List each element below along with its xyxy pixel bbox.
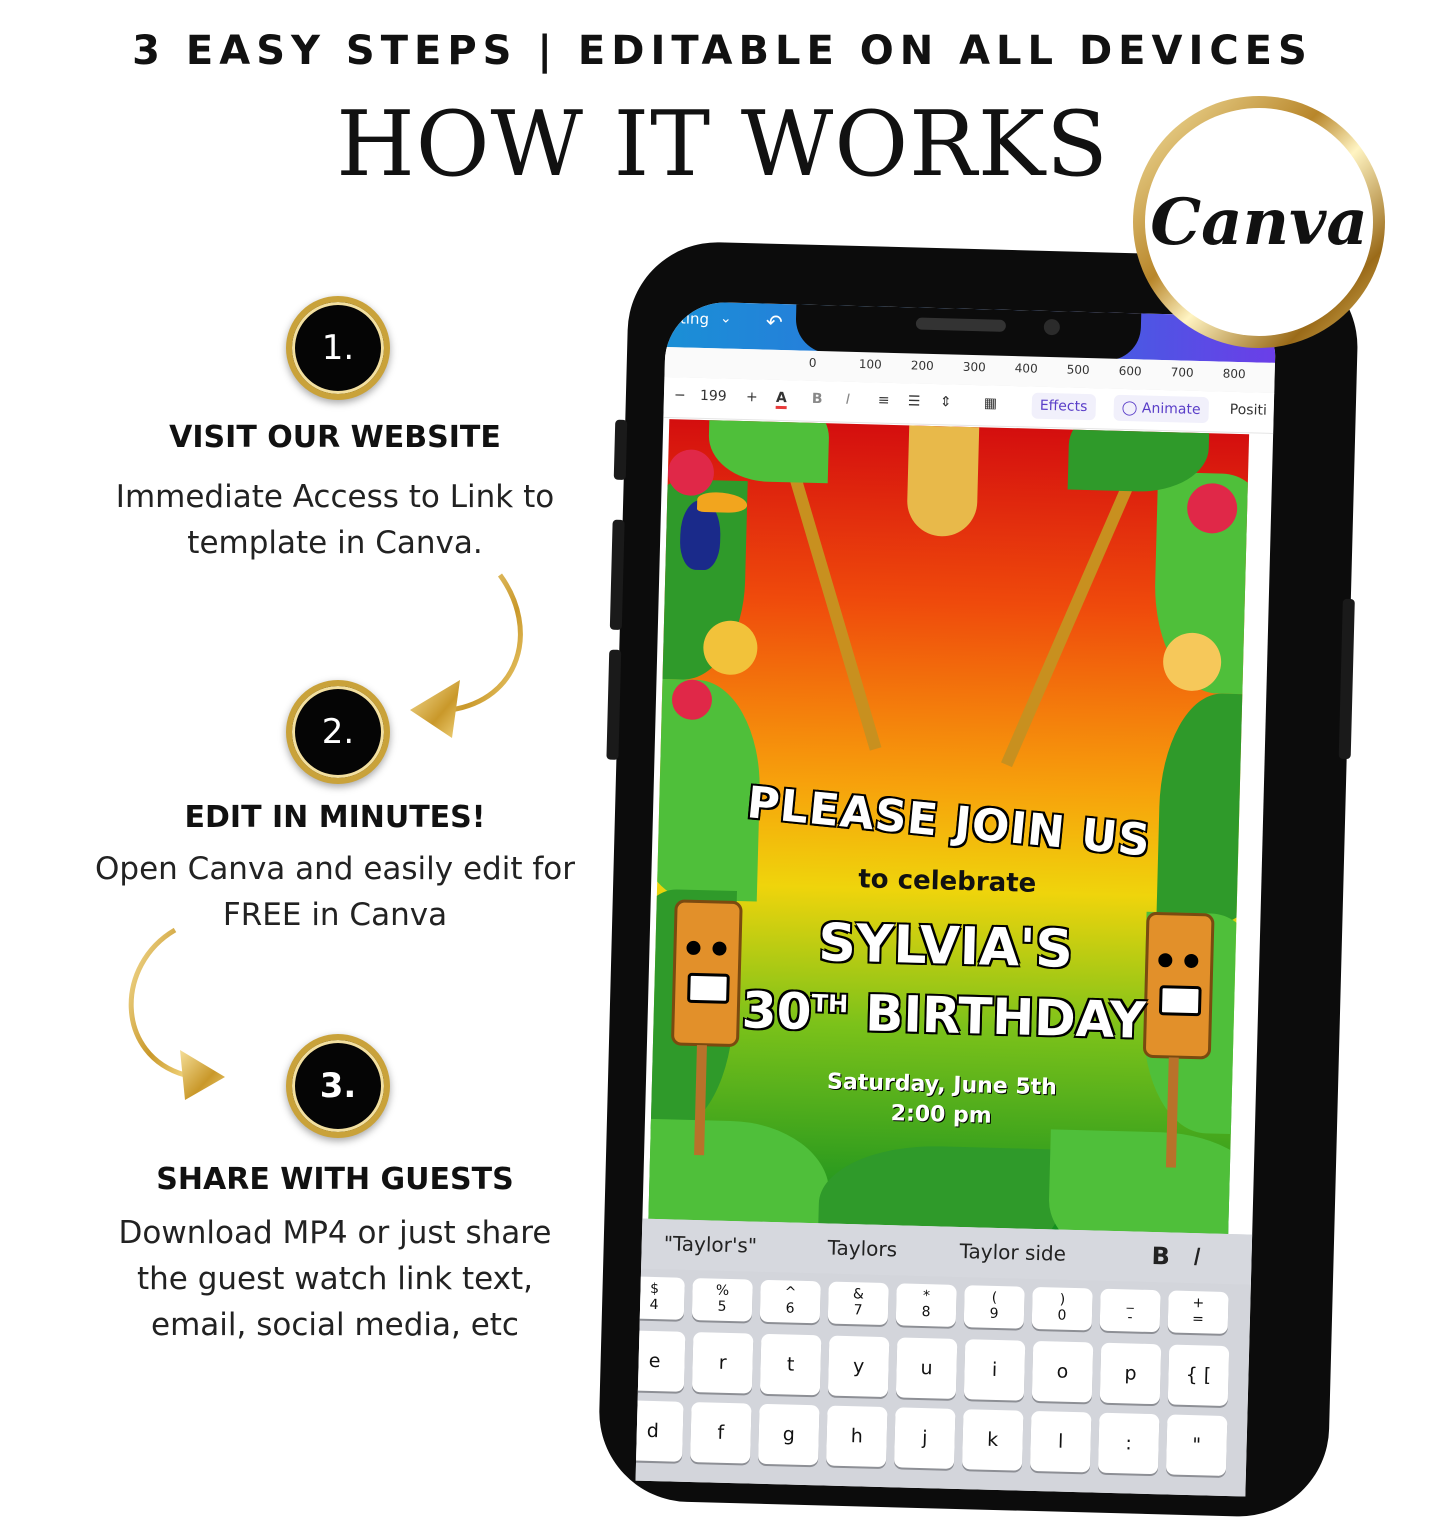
topbar-label[interactable]: ting: [679, 309, 710, 329]
key-primary: 5: [717, 1298, 727, 1315]
bold-button[interactable]: B: [1151, 1242, 1171, 1271]
keyboard-key[interactable]: l: [1030, 1411, 1092, 1473]
keyboard-key[interactable]: d: [636, 1400, 684, 1462]
step-3-line-1: Download MP4 or just share: [118, 1215, 552, 1251]
speaker-grille: [916, 318, 1006, 332]
font-size-decrease-button[interactable]: −: [673, 387, 686, 404]
invite-ordinal-suffix: TH: [811, 989, 849, 1019]
key-secondary: ^: [784, 1284, 797, 1301]
key-primary: 8: [921, 1304, 931, 1321]
gold-arrow-icon: [400, 570, 540, 750]
camera-dot: [1044, 319, 1060, 335]
key-primary: =: [1191, 1311, 1205, 1328]
phone-mockup: [597, 240, 1360, 1519]
bold-icon[interactable]: B: [811, 390, 823, 408]
leaf-decoration: [817, 1143, 1060, 1234]
keyboard-key[interactable]: o: [1032, 1341, 1094, 1403]
undo-icon[interactable]: ↶: [765, 309, 783, 335]
step-2-heading: EDIT IN MINUTES!: [184, 800, 486, 835]
torch-flame: [906, 425, 979, 537]
keyboard-key[interactable]: [1100, 1289, 1161, 1333]
on-screen-keyboard: [636, 1219, 1253, 1497]
effects-button[interactable]: Effects: [1031, 393, 1095, 421]
invite-date[interactable]: Saturday, June 5th: [826, 1069, 1058, 1101]
text-color-icon[interactable]: A: [776, 390, 787, 409]
step-1-heading: VISIT OUR WEBSITE: [169, 420, 501, 455]
key-primary: 7: [853, 1302, 863, 1319]
ruler-tick-label: 800: [1222, 366, 1246, 382]
ruler-tick-label: 100: [858, 357, 882, 372]
page-title: HOW IT WORKS: [336, 92, 1109, 197]
keyboard-key[interactable]: y: [828, 1336, 890, 1398]
canva-badge: [1133, 96, 1385, 348]
invite-ordinal: 30: [741, 981, 813, 1042]
keyboard-key[interactable]: [828, 1282, 889, 1326]
step-3-badge: 3.: [286, 1034, 390, 1138]
phone-side-button: [614, 420, 628, 480]
step-3-heading: SHARE WITH GUESTS: [156, 1162, 514, 1197]
keyboard-key[interactable]: g: [758, 1404, 820, 1466]
ruler-tick-label: 700: [1170, 365, 1194, 380]
keyboard-key[interactable]: [1168, 1290, 1229, 1334]
phone-side-button: [1339, 599, 1355, 759]
invite-event: BIRTHDAY: [864, 984, 1147, 1050]
invite-time[interactable]: 2:00 pm: [890, 1101, 993, 1129]
keyboard-key[interactable]: e: [636, 1330, 686, 1392]
keyboard-key[interactable]: p: [1100, 1343, 1162, 1405]
key-secondary: $: [649, 1280, 660, 1298]
keyboard-key[interactable]: r: [692, 1332, 754, 1394]
phone-side-button: [606, 650, 621, 760]
step-2-badge: 2.: [286, 680, 390, 784]
design-canvas[interactable]: [648, 419, 1249, 1234]
italic-icon[interactable]: I: [845, 391, 851, 408]
step-3-description: [40, 1210, 630, 1348]
keyboard-key[interactable]: [760, 1280, 821, 1324]
key-secondary: &: [852, 1286, 865, 1303]
align-icon[interactable]: ≡: [877, 392, 890, 409]
keyboard-key[interactable]: [692, 1278, 753, 1322]
key-primary: 9: [989, 1305, 999, 1323]
key-secondary: *: [922, 1288, 931, 1305]
leaf-decoration: [648, 1118, 831, 1234]
keyboard-key[interactable]: t: [760, 1334, 822, 1396]
step-1-description: [40, 474, 630, 566]
keyboard-key[interactable]: h: [826, 1406, 888, 1468]
key-secondary: %: [715, 1282, 730, 1299]
invite-name[interactable]: SYLVIA'S: [817, 913, 1074, 980]
key-primary: 6: [785, 1300, 795, 1317]
list-icon[interactable]: ☰: [907, 393, 921, 410]
keyboard-key[interactable]: [964, 1285, 1025, 1329]
leaf-decoration: [1047, 1129, 1249, 1234]
step-2-line-1: Open Canva and easily edit for: [95, 851, 575, 887]
ruler-tick-label: 400: [1014, 361, 1038, 376]
chevron-down-icon[interactable]: ⌄: [719, 310, 732, 327]
torch-pole: [779, 440, 881, 750]
animate-icon: ◯: [1121, 399, 1143, 417]
key-secondary: (: [991, 1289, 998, 1306]
gold-arrow-icon: [115, 925, 235, 1105]
spacing-icon[interactable]: ⇕: [939, 394, 952, 411]
step-1-line-2: template in Canva.: [187, 525, 483, 561]
step-2-line-2: FREE in Canva: [222, 897, 448, 933]
step-3-line-2: the guest watch link text,: [136, 1261, 534, 1297]
keyboard-key[interactable]: k: [962, 1409, 1024, 1471]
ruler-tick-label: 300: [962, 359, 986, 375]
suggestion-item[interactable]: Taylor side: [959, 1238, 1067, 1266]
phone-screen: [636, 301, 1277, 1497]
ruler-tick-label: 600: [1118, 363, 1142, 379]
step-1-line-1: Immediate Access to Link to: [115, 479, 555, 515]
torch-pole: [1001, 469, 1140, 767]
position-button[interactable]: Positi: [1229, 401, 1268, 419]
animate-label: Animate: [1141, 400, 1201, 418]
ruler-tick-label: 0: [808, 355, 817, 370]
animate-button[interactable]: [1113, 395, 1208, 423]
hibiscus-flower: [703, 620, 758, 675]
key-primary: 0: [1057, 1307, 1067, 1324]
key-secondary: +: [1192, 1295, 1205, 1312]
keyboard-key[interactable]: ": [1166, 1414, 1228, 1476]
keyboard-key[interactable]: u: [896, 1337, 958, 1399]
tagline: 3 EASY STEPS | EDITABLE ON ALL DEVICES: [132, 28, 1313, 74]
leaf-decoration: [708, 419, 830, 483]
keyboard-key[interactable]: [896, 1283, 957, 1327]
key-primary: 4: [649, 1296, 659, 1314]
keyboard-key[interactable]: f: [690, 1402, 752, 1464]
invite-subline[interactable]: to celebrate: [857, 864, 1037, 899]
canva-logo: Canva: [1145, 108, 1373, 336]
step-1-badge: 1.: [286, 296, 390, 400]
key-primary: -: [1127, 1309, 1133, 1326]
invite-headline[interactable]: PLEASE JOIN US: [744, 777, 1153, 867]
key-secondary: _: [1126, 1293, 1135, 1310]
keyboard-key[interactable]: :: [1098, 1413, 1160, 1475]
keyboard-key[interactable]: [1032, 1287, 1093, 1331]
font-size-increase-button[interactable]: +: [745, 389, 758, 406]
step-3-line-3: email, social media, etc: [151, 1307, 519, 1343]
keyboard-key[interactable]: [636, 1276, 685, 1320]
font-size-input[interactable]: 199: [699, 387, 727, 405]
keyboard-key[interactable]: { [: [1168, 1344, 1230, 1406]
transparency-icon[interactable]: ▦: [983, 395, 998, 412]
suggestion-item[interactable]: "Taylor's": [663, 1231, 758, 1258]
keyboard-key[interactable]: i: [964, 1339, 1026, 1401]
ruler-tick-label: 500: [1066, 362, 1090, 378]
ruler-tick-label: 200: [910, 358, 934, 373]
key-secondary: ): [1059, 1291, 1066, 1308]
phone-side-button: [610, 520, 625, 630]
keyboard-key[interactable]: j: [894, 1407, 956, 1469]
suggestion-item[interactable]: Taylors: [827, 1235, 898, 1262]
italic-button[interactable]: I: [1193, 1243, 1202, 1272]
